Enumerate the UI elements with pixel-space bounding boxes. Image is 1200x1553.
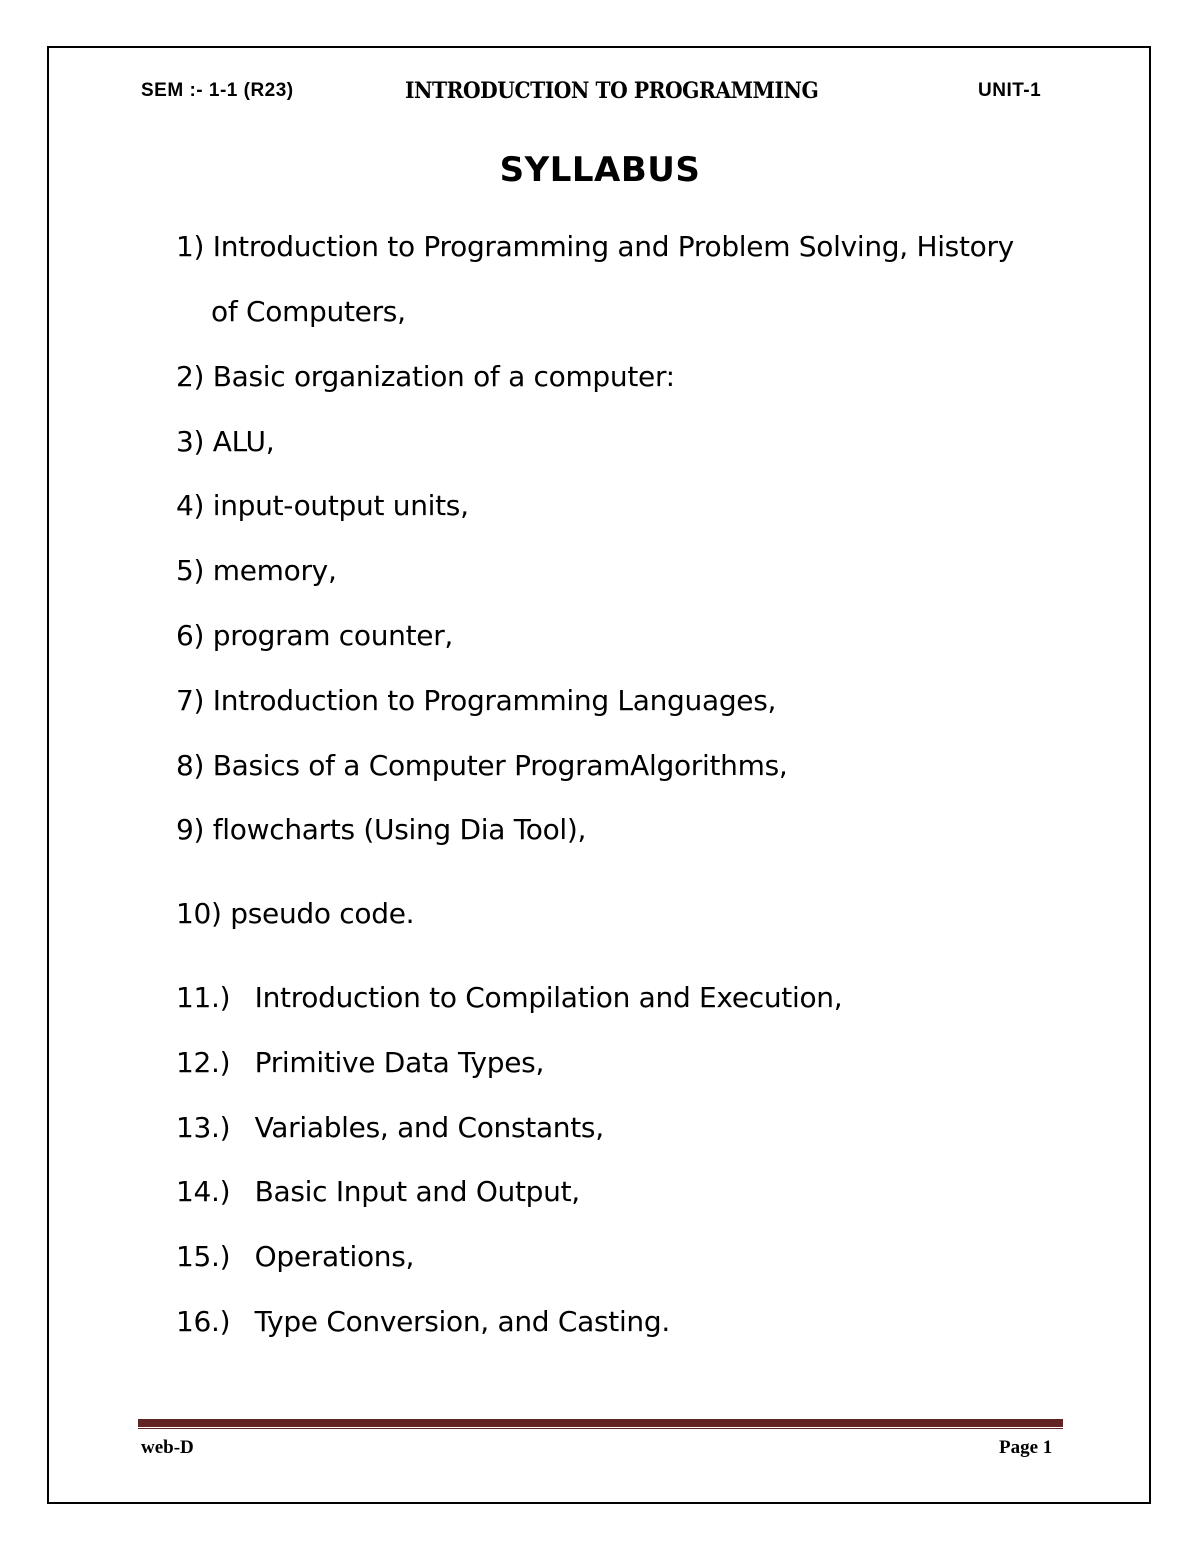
list-item-number: 8) xyxy=(176,749,205,782)
list-item-number: 13.) xyxy=(176,1111,231,1144)
list-item xyxy=(176,1305,670,1338)
list-item-text: Basic organization of a computer: xyxy=(212,360,675,393)
list-item xyxy=(176,684,776,717)
list-item xyxy=(176,489,469,522)
list-item xyxy=(176,554,337,587)
list-item-text: Introduction to Programming Languages, xyxy=(212,684,777,717)
list-item-text: flowcharts (Using Dia Tool), xyxy=(212,813,587,846)
list-item xyxy=(176,425,274,458)
list-item-number: 6) xyxy=(176,619,205,652)
list-item xyxy=(176,897,414,930)
list-item-number: 12.) xyxy=(176,1046,231,1079)
list-item-text: Variables, and Constants, xyxy=(254,1111,604,1144)
list-item-text: pseudo code. xyxy=(230,897,415,930)
list-item-number: 3) xyxy=(176,425,205,458)
list-item-number: 5) xyxy=(176,554,205,587)
list-item-text: program counter, xyxy=(212,619,454,652)
footer-page-number: Page 1 xyxy=(999,1437,1053,1458)
list-item-text: Introduction to Programming and Problem Solving, History xyxy=(212,230,1014,263)
list-item-text: Primitive Data Types, xyxy=(254,1046,545,1079)
footer-rule-thin xyxy=(138,1428,1063,1429)
list-item xyxy=(176,619,453,652)
list-item-number: 4) xyxy=(176,489,205,522)
list-item xyxy=(176,1111,604,1144)
list-item xyxy=(176,360,675,393)
list-item-text: Introduction to Compilation and Execution, xyxy=(254,981,843,1014)
list-item xyxy=(176,1046,544,1079)
list-item-number: 7) xyxy=(176,684,205,717)
list-item-text: Basics of a Computer ProgramAlgorithms, xyxy=(212,749,788,782)
list-item-text: Operations, xyxy=(254,1240,415,1273)
header-unit: UNIT-1 xyxy=(978,80,1042,101)
list-item-continuation: of Computers, xyxy=(211,295,406,328)
list-item-number: 2) xyxy=(176,360,205,393)
list-item-text: Type Conversion, and Casting. xyxy=(254,1305,670,1338)
list-item xyxy=(176,981,842,1014)
list-item xyxy=(176,1240,414,1273)
list-item xyxy=(176,749,787,782)
list-item-number: 15.) xyxy=(176,1240,231,1273)
page-title: SYLLABUS xyxy=(499,150,701,190)
list-item-text: memory, xyxy=(212,554,337,587)
list-item xyxy=(176,813,586,846)
footer-author: web-D xyxy=(141,1437,194,1458)
list-item-number: 16.) xyxy=(176,1305,231,1338)
list-item-text: input-output units, xyxy=(212,489,469,522)
list-item-text: ALU, xyxy=(212,425,275,458)
list-item-number: 11.) xyxy=(176,981,231,1014)
list-item-number: 10) xyxy=(176,897,222,930)
footer-rule xyxy=(138,1419,1063,1427)
list-item-number: 9) xyxy=(176,813,205,846)
list-item xyxy=(176,1175,580,1208)
list-item-number: 14.) xyxy=(176,1175,231,1208)
list-item xyxy=(176,230,1014,263)
list-item-text: Basic Input and Output, xyxy=(254,1175,580,1208)
header-semester: SEM :- 1-1 (R23) xyxy=(141,80,294,101)
header-course-title: INTRODUCTION TO PROGRAMMING xyxy=(405,78,819,104)
list-item-number: 1) xyxy=(176,230,205,263)
